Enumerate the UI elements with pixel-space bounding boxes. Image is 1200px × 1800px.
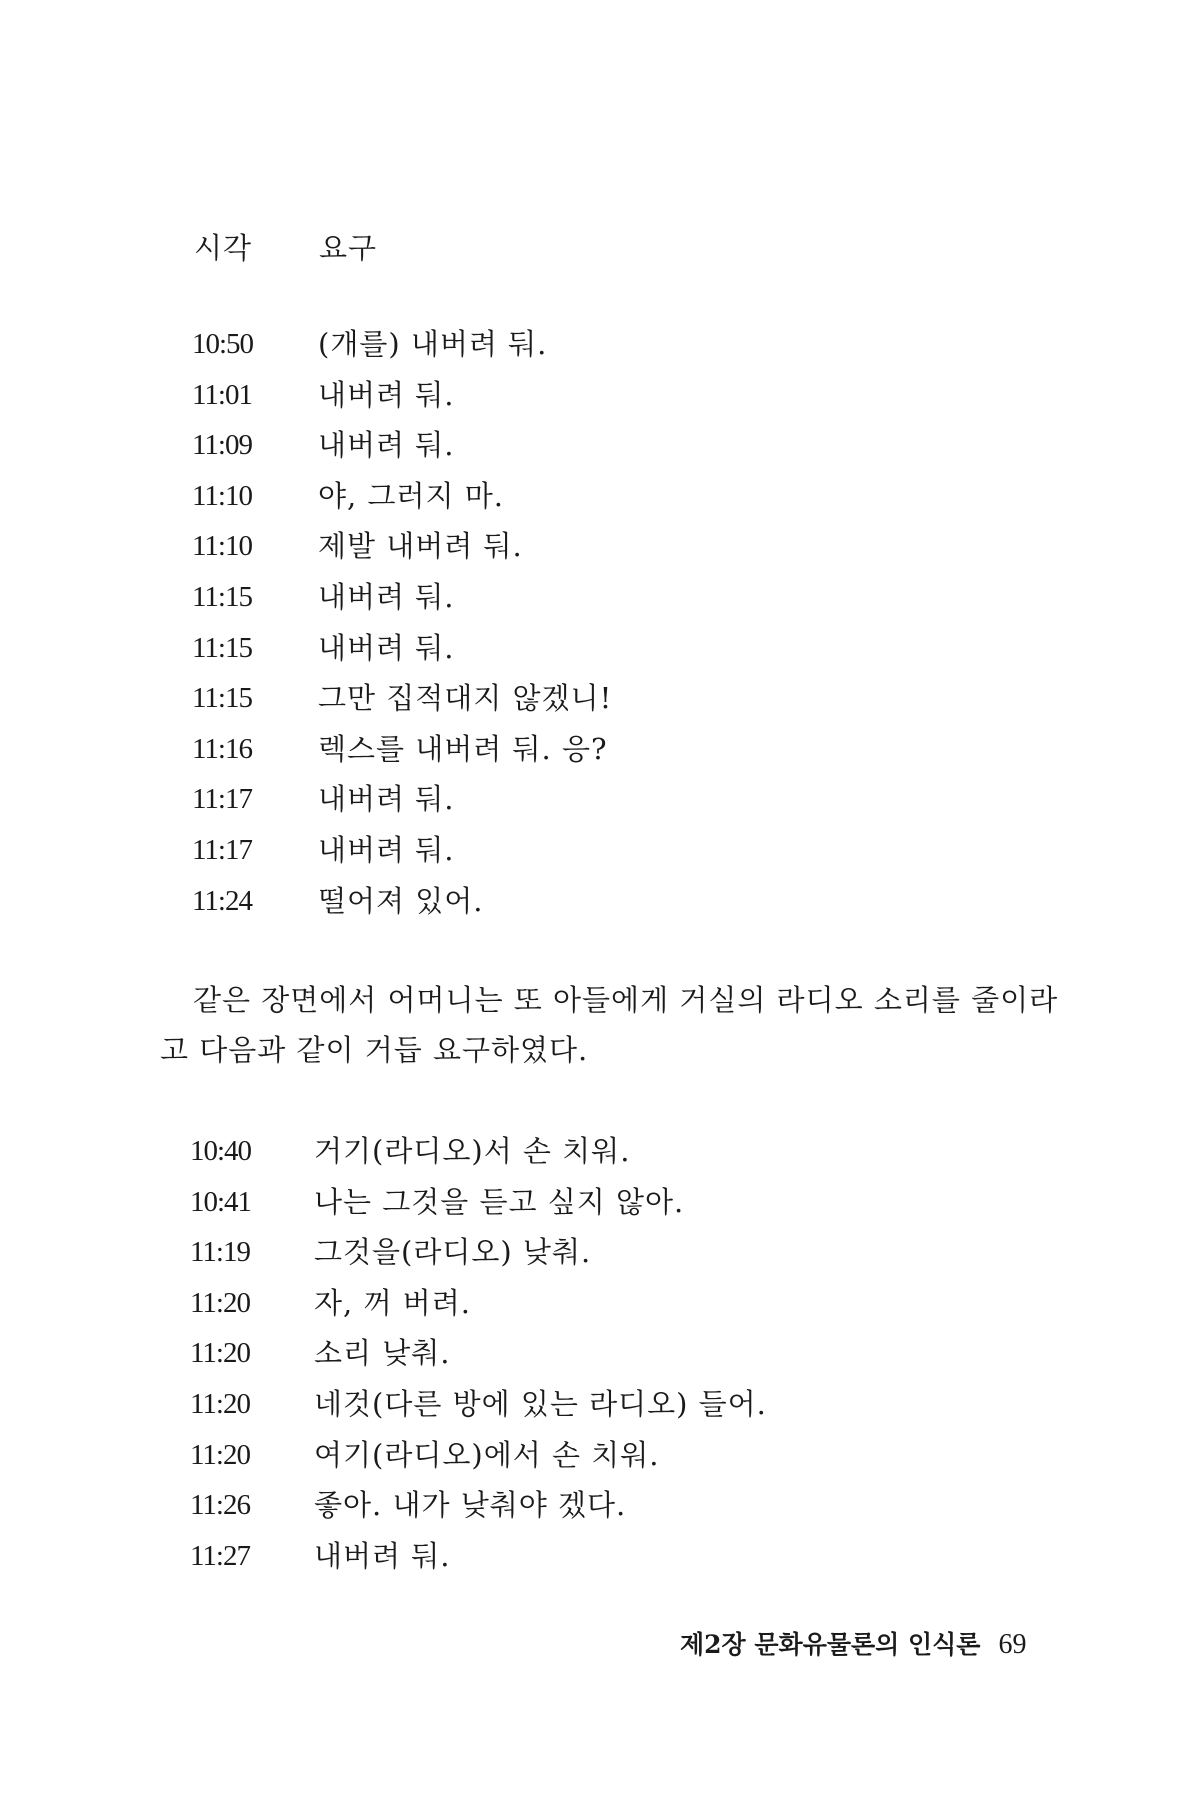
table-row (0, 572, 1200, 622)
row-time: 11:26 (190, 1489, 250, 1522)
table-row (0, 1430, 1200, 1480)
row-request: 여기(라디오)에서 손 치워. (314, 1437, 660, 1472)
row-request: 나는 그것을 듣고 싶지 않아. (314, 1184, 685, 1219)
row-time: 11:09 (192, 429, 252, 462)
row-time: 11:15 (192, 682, 252, 715)
row-request: 내버려 둬. (318, 580, 455, 614)
row-time: 11:24 (192, 884, 252, 917)
row-request: 렉스를 내버려 둬. 응? (318, 731, 608, 766)
table-row (0, 1328, 1200, 1378)
table-row (0, 1227, 1200, 1277)
row-request: 내버려 둬. (318, 428, 455, 463)
row-time: 10:40 (190, 1135, 252, 1167)
row-request: 거기(라디오)서 손 치워. (314, 1134, 631, 1168)
row-request: 그것을(라디오) 낮춰. (314, 1235, 592, 1270)
row-time: 11:01 (192, 378, 252, 411)
row-request: 네것(다른 방에 있는 라디오) 들어. (314, 1387, 767, 1421)
row-time: 11:27 (190, 1539, 250, 1572)
row-time: 11:20 (190, 1337, 250, 1370)
row-request: 내버려 둬. (318, 630, 455, 665)
table-row (0, 876, 1200, 926)
row-request: 제발 내버려 둬. (318, 529, 523, 564)
table-row (0, 471, 1200, 521)
row-time: 11:20 (190, 1388, 250, 1420)
row-request: 내버려 둬. (318, 833, 455, 867)
row-time: 11:15 (192, 581, 252, 613)
row-time: 11:20 (190, 1286, 250, 1319)
table-row (0, 370, 1200, 420)
row-request: 소리 낮춰. (314, 1336, 451, 1371)
row-request: 내버려 둬. (318, 782, 455, 817)
row-time: 11:16 (192, 732, 252, 765)
row-time: 10:41 (190, 1185, 252, 1218)
row-request: 야, 그러지 마. (318, 478, 504, 513)
row-request: 내버려 둬. (314, 1538, 451, 1573)
table-row (0, 825, 1200, 875)
table-row (0, 1379, 1200, 1429)
row-time: 10:50 (192, 328, 254, 360)
table-row (0, 1278, 1200, 1328)
table-row (0, 420, 1200, 470)
row-time: 11:19 (190, 1236, 250, 1269)
row-time: 11:10 (192, 479, 252, 512)
table-row (0, 521, 1200, 571)
row-request: 자, 꺼 버려. (314, 1285, 471, 1320)
row-request: 떨어져 있어. (318, 883, 484, 918)
row-request: (개를) 내버려 둬. (318, 327, 548, 361)
row-request: 내버려 둬. (318, 377, 455, 412)
table-row (0, 774, 1200, 824)
row-request: 그만 집적대지 않겠니! (318, 681, 613, 716)
page-number: 69 (998, 1629, 1027, 1660)
table-row (0, 319, 1200, 369)
table-row (0, 1126, 1200, 1176)
row-time: 11:17 (192, 783, 252, 816)
table-row (0, 724, 1200, 774)
table-row (0, 623, 1200, 673)
row-time: 11:17 (192, 834, 252, 866)
running-footer (680, 1625, 1026, 1661)
row-time: 11:15 (192, 631, 252, 664)
chapter-title: 제2장 문화유물론의 인식론 (680, 1630, 981, 1659)
row-time: 11:20 (190, 1438, 250, 1471)
table-row (0, 1177, 1200, 1227)
table-row (0, 1531, 1200, 1581)
time-column-header: 시각 (194, 231, 253, 265)
request-column-header: 요구 (319, 231, 378, 265)
row-time: 11:10 (192, 530, 252, 563)
table-row (0, 1480, 1200, 1530)
table-row (0, 673, 1200, 723)
row-request: 좋아. 내가 낮춰야 겠다. (314, 1488, 627, 1523)
body-paragraph: 같은 장면에서 어머니는 또 아들에게 거실의 라디오 소리를 줄이라고 다음과 같이 거듭 요구하였다. (160, 983, 1059, 1067)
